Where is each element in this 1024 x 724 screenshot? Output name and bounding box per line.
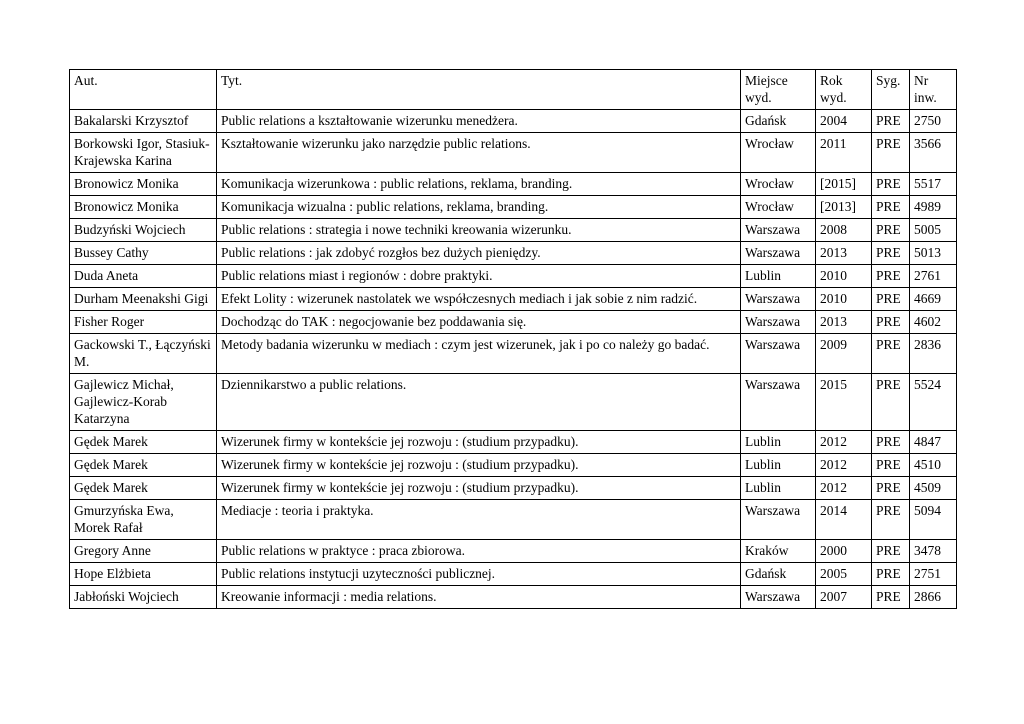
cell-author: Gędek Marek (70, 477, 217, 500)
cell-inventory-number: 5524 (910, 374, 957, 431)
cell-author: Bakalarski Krzysztof (70, 110, 217, 133)
cell-place: Gdańsk (741, 563, 816, 586)
cell-inventory-number: 2750 (910, 110, 957, 133)
cell-place: Wrocław (741, 196, 816, 219)
cell-author: Jabłoński Wojciech (70, 586, 217, 609)
cell-signature: PRE (872, 563, 910, 586)
header-place: Miejsce wyd. (741, 70, 816, 110)
cell-signature: PRE (872, 110, 910, 133)
cell-author: Gmurzyńska Ewa, Morek Rafał (70, 500, 217, 540)
cell-title: Kreowanie informacji : media relations. (217, 586, 741, 609)
cell-place: Lublin (741, 265, 816, 288)
cell-title: Komunikacja wizualna : public relations, reklama, branding. (217, 196, 741, 219)
cell-title: Dochodząc do TAK : negocjowanie bez poddawania się. (217, 311, 741, 334)
cell-place: Lublin (741, 454, 816, 477)
cell-author: Bronowicz Monika (70, 196, 217, 219)
table-row (70, 431, 957, 454)
cell-title: Dziennikarstwo a public relations. (217, 374, 741, 431)
cell-year: 2009 (816, 334, 872, 374)
cell-author: Gędek Marek (70, 454, 217, 477)
cell-inventory-number: 4509 (910, 477, 957, 500)
cell-signature: PRE (872, 477, 910, 500)
cell-year: 2004 (816, 110, 872, 133)
table-row (70, 173, 957, 196)
cell-author: Hope Elżbieta (70, 563, 217, 586)
cell-year: 2010 (816, 265, 872, 288)
cell-place: Lublin (741, 431, 816, 454)
cell-place: Warszawa (741, 219, 816, 242)
table-row (70, 196, 957, 219)
cell-inventory-number: 2751 (910, 563, 957, 586)
cell-author: Budzyński Wojciech (70, 219, 217, 242)
cell-inventory-number: 5094 (910, 500, 957, 540)
cell-title: Public relations miast i regionów : dobre praktyki. (217, 265, 741, 288)
cell-year: 2013 (816, 311, 872, 334)
cell-author: Gregory Anne (70, 540, 217, 563)
header-inventory-number: Nr inw. (910, 70, 957, 110)
cell-place: Wrocław (741, 173, 816, 196)
cell-place: Wrocław (741, 133, 816, 173)
table-row (70, 477, 957, 500)
table-row (70, 334, 957, 374)
table-row (70, 500, 957, 540)
cell-year: 2008 (816, 219, 872, 242)
cell-author: Durham Meenakshi Gigi (70, 288, 217, 311)
cell-place: Warszawa (741, 586, 816, 609)
cell-author: Gajlewicz Michał, Gajlewicz-Korab Katarzyna (70, 374, 217, 431)
cell-year: 2012 (816, 454, 872, 477)
header-title: Tyt. (217, 70, 741, 110)
cell-signature: PRE (872, 586, 910, 609)
header-year: Rok wyd. (816, 70, 872, 110)
header-author: Aut. (70, 70, 217, 110)
cell-signature: PRE (872, 540, 910, 563)
table-row (70, 219, 957, 242)
cell-inventory-number: 3566 (910, 133, 957, 173)
cell-inventory-number: 4510 (910, 454, 957, 477)
cell-signature: PRE (872, 334, 910, 374)
table-body (70, 110, 957, 609)
cell-signature: PRE (872, 173, 910, 196)
cell-signature: PRE (872, 133, 910, 173)
cell-year: 2011 (816, 133, 872, 173)
cell-place: Warszawa (741, 311, 816, 334)
table-row (70, 540, 957, 563)
cell-author: Bronowicz Monika (70, 173, 217, 196)
cell-place: Warszawa (741, 500, 816, 540)
cell-signature: PRE (872, 242, 910, 265)
cell-year: 2013 (816, 242, 872, 265)
cell-inventory-number: 4847 (910, 431, 957, 454)
cell-place: Warszawa (741, 242, 816, 265)
table-row (70, 242, 957, 265)
cell-inventory-number: 5005 (910, 219, 957, 242)
cell-title: Kształtowanie wizerunku jako narzędzie public relations. (217, 133, 741, 173)
table-row (70, 288, 957, 311)
cell-author: Gackowski T., Łączyński M. (70, 334, 217, 374)
cell-signature: PRE (872, 431, 910, 454)
cell-inventory-number: 2761 (910, 265, 957, 288)
cell-author: Borkowski Igor, Stasiuk-Krajewska Karina (70, 133, 217, 173)
cell-signature: PRE (872, 374, 910, 431)
cell-title: Public relations : jak zdobyć rozgłos bez dużych pieniędzy. (217, 242, 741, 265)
cell-signature: PRE (872, 500, 910, 540)
table-row (70, 110, 957, 133)
cell-signature: PRE (872, 219, 910, 242)
cell-place: Kraków (741, 540, 816, 563)
cell-inventory-number: 4989 (910, 196, 957, 219)
cell-title: Public relations : strategia i nowe techniki kreowania wizerunku. (217, 219, 741, 242)
cell-title: Public relations a kształtowanie wizerunku menedżera. (217, 110, 741, 133)
cell-inventory-number: 3478 (910, 540, 957, 563)
cell-title: Metody badania wizerunku w mediach : czym jest wizerunek, jak i po co należy go badać. (217, 334, 741, 374)
cell-year: 2012 (816, 477, 872, 500)
table-row (70, 311, 957, 334)
cell-year: 2012 (816, 431, 872, 454)
cell-author: Gędek Marek (70, 431, 217, 454)
header-row (70, 70, 957, 110)
table-row (70, 586, 957, 609)
cell-inventory-number: 5517 (910, 173, 957, 196)
cell-year: 2007 (816, 586, 872, 609)
table-header (70, 70, 957, 110)
cell-inventory-number: 5013 (910, 242, 957, 265)
cell-title: Wizerunek firmy w kontekście jej rozwoju : (studium przypadku). (217, 454, 741, 477)
header-signature: Syg. (872, 70, 910, 110)
table-row (70, 563, 957, 586)
cell-year: 2000 (816, 540, 872, 563)
table-row (70, 133, 957, 173)
cell-inventory-number: 4602 (910, 311, 957, 334)
cell-inventory-number: 2866 (910, 586, 957, 609)
cell-place: Warszawa (741, 288, 816, 311)
table-row (70, 374, 957, 431)
cell-signature: PRE (872, 454, 910, 477)
cell-place: Warszawa (741, 334, 816, 374)
cell-year: 2015 (816, 374, 872, 431)
cell-title: Public relations w praktyce : praca zbiorowa. (217, 540, 741, 563)
cell-year: [2015] (816, 173, 872, 196)
cell-year: 2005 (816, 563, 872, 586)
cell-title: Wizerunek firmy w kontekście jej rozwoju : (studium przypadku). (217, 477, 741, 500)
cell-title: Komunikacja wizerunkowa : public relations, reklama, branding. (217, 173, 741, 196)
cell-author: Duda Aneta (70, 265, 217, 288)
catalog-table (69, 69, 957, 609)
cell-title: Mediacje : teoria i praktyka. (217, 500, 741, 540)
cell-signature: PRE (872, 288, 910, 311)
table-row (70, 265, 957, 288)
cell-author: Fisher Roger (70, 311, 217, 334)
cell-year: 2014 (816, 500, 872, 540)
cell-inventory-number: 2836 (910, 334, 957, 374)
cell-inventory-number: 4669 (910, 288, 957, 311)
cell-signature: PRE (872, 311, 910, 334)
cell-place: Gdańsk (741, 110, 816, 133)
cell-title: Public relations instytucji uzyteczności publicznej. (217, 563, 741, 586)
cell-place: Warszawa (741, 374, 816, 431)
cell-author: Bussey Cathy (70, 242, 217, 265)
cell-year: [2013] (816, 196, 872, 219)
cell-signature: PRE (872, 265, 910, 288)
cell-title: Efekt Lolity : wizerunek nastolatek we współczesnych mediach i jak sobie z nim radzić. (217, 288, 741, 311)
cell-year: 2010 (816, 288, 872, 311)
table-row (70, 454, 957, 477)
cell-signature: PRE (872, 196, 910, 219)
cell-title: Wizerunek firmy w kontekście jej rozwoju : (studium przypadku). (217, 431, 741, 454)
cell-place: Lublin (741, 477, 816, 500)
